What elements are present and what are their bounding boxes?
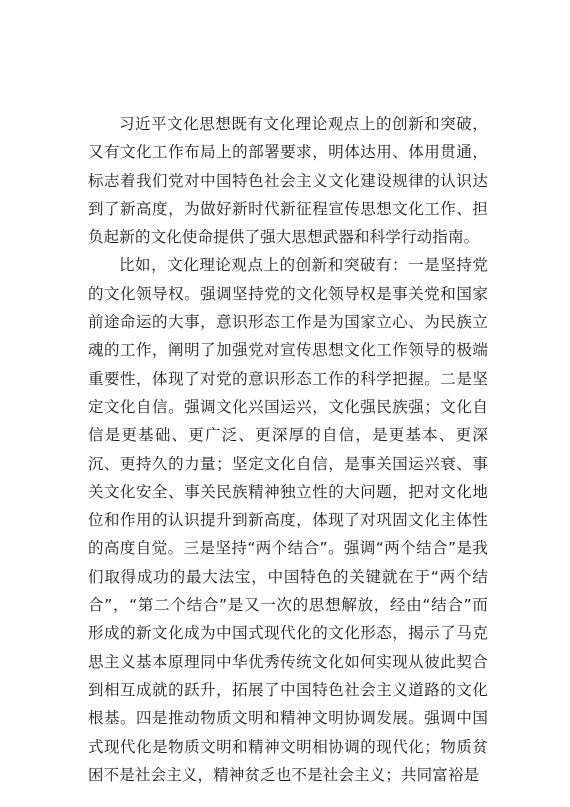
document-page — [88, 110, 488, 789]
paragraph-1: 习近平文化思想既有文化理论观点上的创新和突破，又有文化工作布局上的部署要求，明体达用、体用贯通，标志着我们党对中国特色社会主义文化建设规律的认识达到了新高度，为做好新时代新征程宣传思想文化工作、担负起新的文化使命提供了强大思想武器和科学行动指南。 — [88, 115, 488, 247]
paragraph-2: 比如，文化理论观点上的创新和突破有：一是坚持党的文化领导权。强调坚持党的文化领导权是事关党和国家前途命运的大事，意识形态工作是为国家立心、为民族立魂的工作，阐明了加强党对宣传思想文化工作领导的极端重要性，体现了对党的意识形态工作的科学把握。二是坚定文化自信。强调文化兴国运兴，文化强民族强；文化自信是更基础、更广泛、更深厚的自信，是更基本、更深沉、更持久的力量；坚定文化自信，是事关国运兴衰、事关文化安全、事关民族精神独立性的大问题，把对文化地位和作用的认识提升到新高度，体现了对巩固文化主体性的高度自觉。三是坚持“两个结合”。强调“两个结合”是我们取得成功的最大法宝，中国特色的关键就在于“两个结合”，“第二个结合”是又一次的思想解放，经由“结合”而形成的新文化成为中国式现代化的文化形态，揭示了马克思主义基本原理同中华优秀传统文化如何实现从彼此契合到相互成就的跃升，拓展了中国特色社会主义道路的文化根基。四是推动物质文明和精神文明协调发展。强调中国式现代化是物质文明和精神文明相协调的现代化；物质贫困不是社会主义，精神贫乏也不是社会主义；共同富裕是 — [88, 256, 488, 784]
